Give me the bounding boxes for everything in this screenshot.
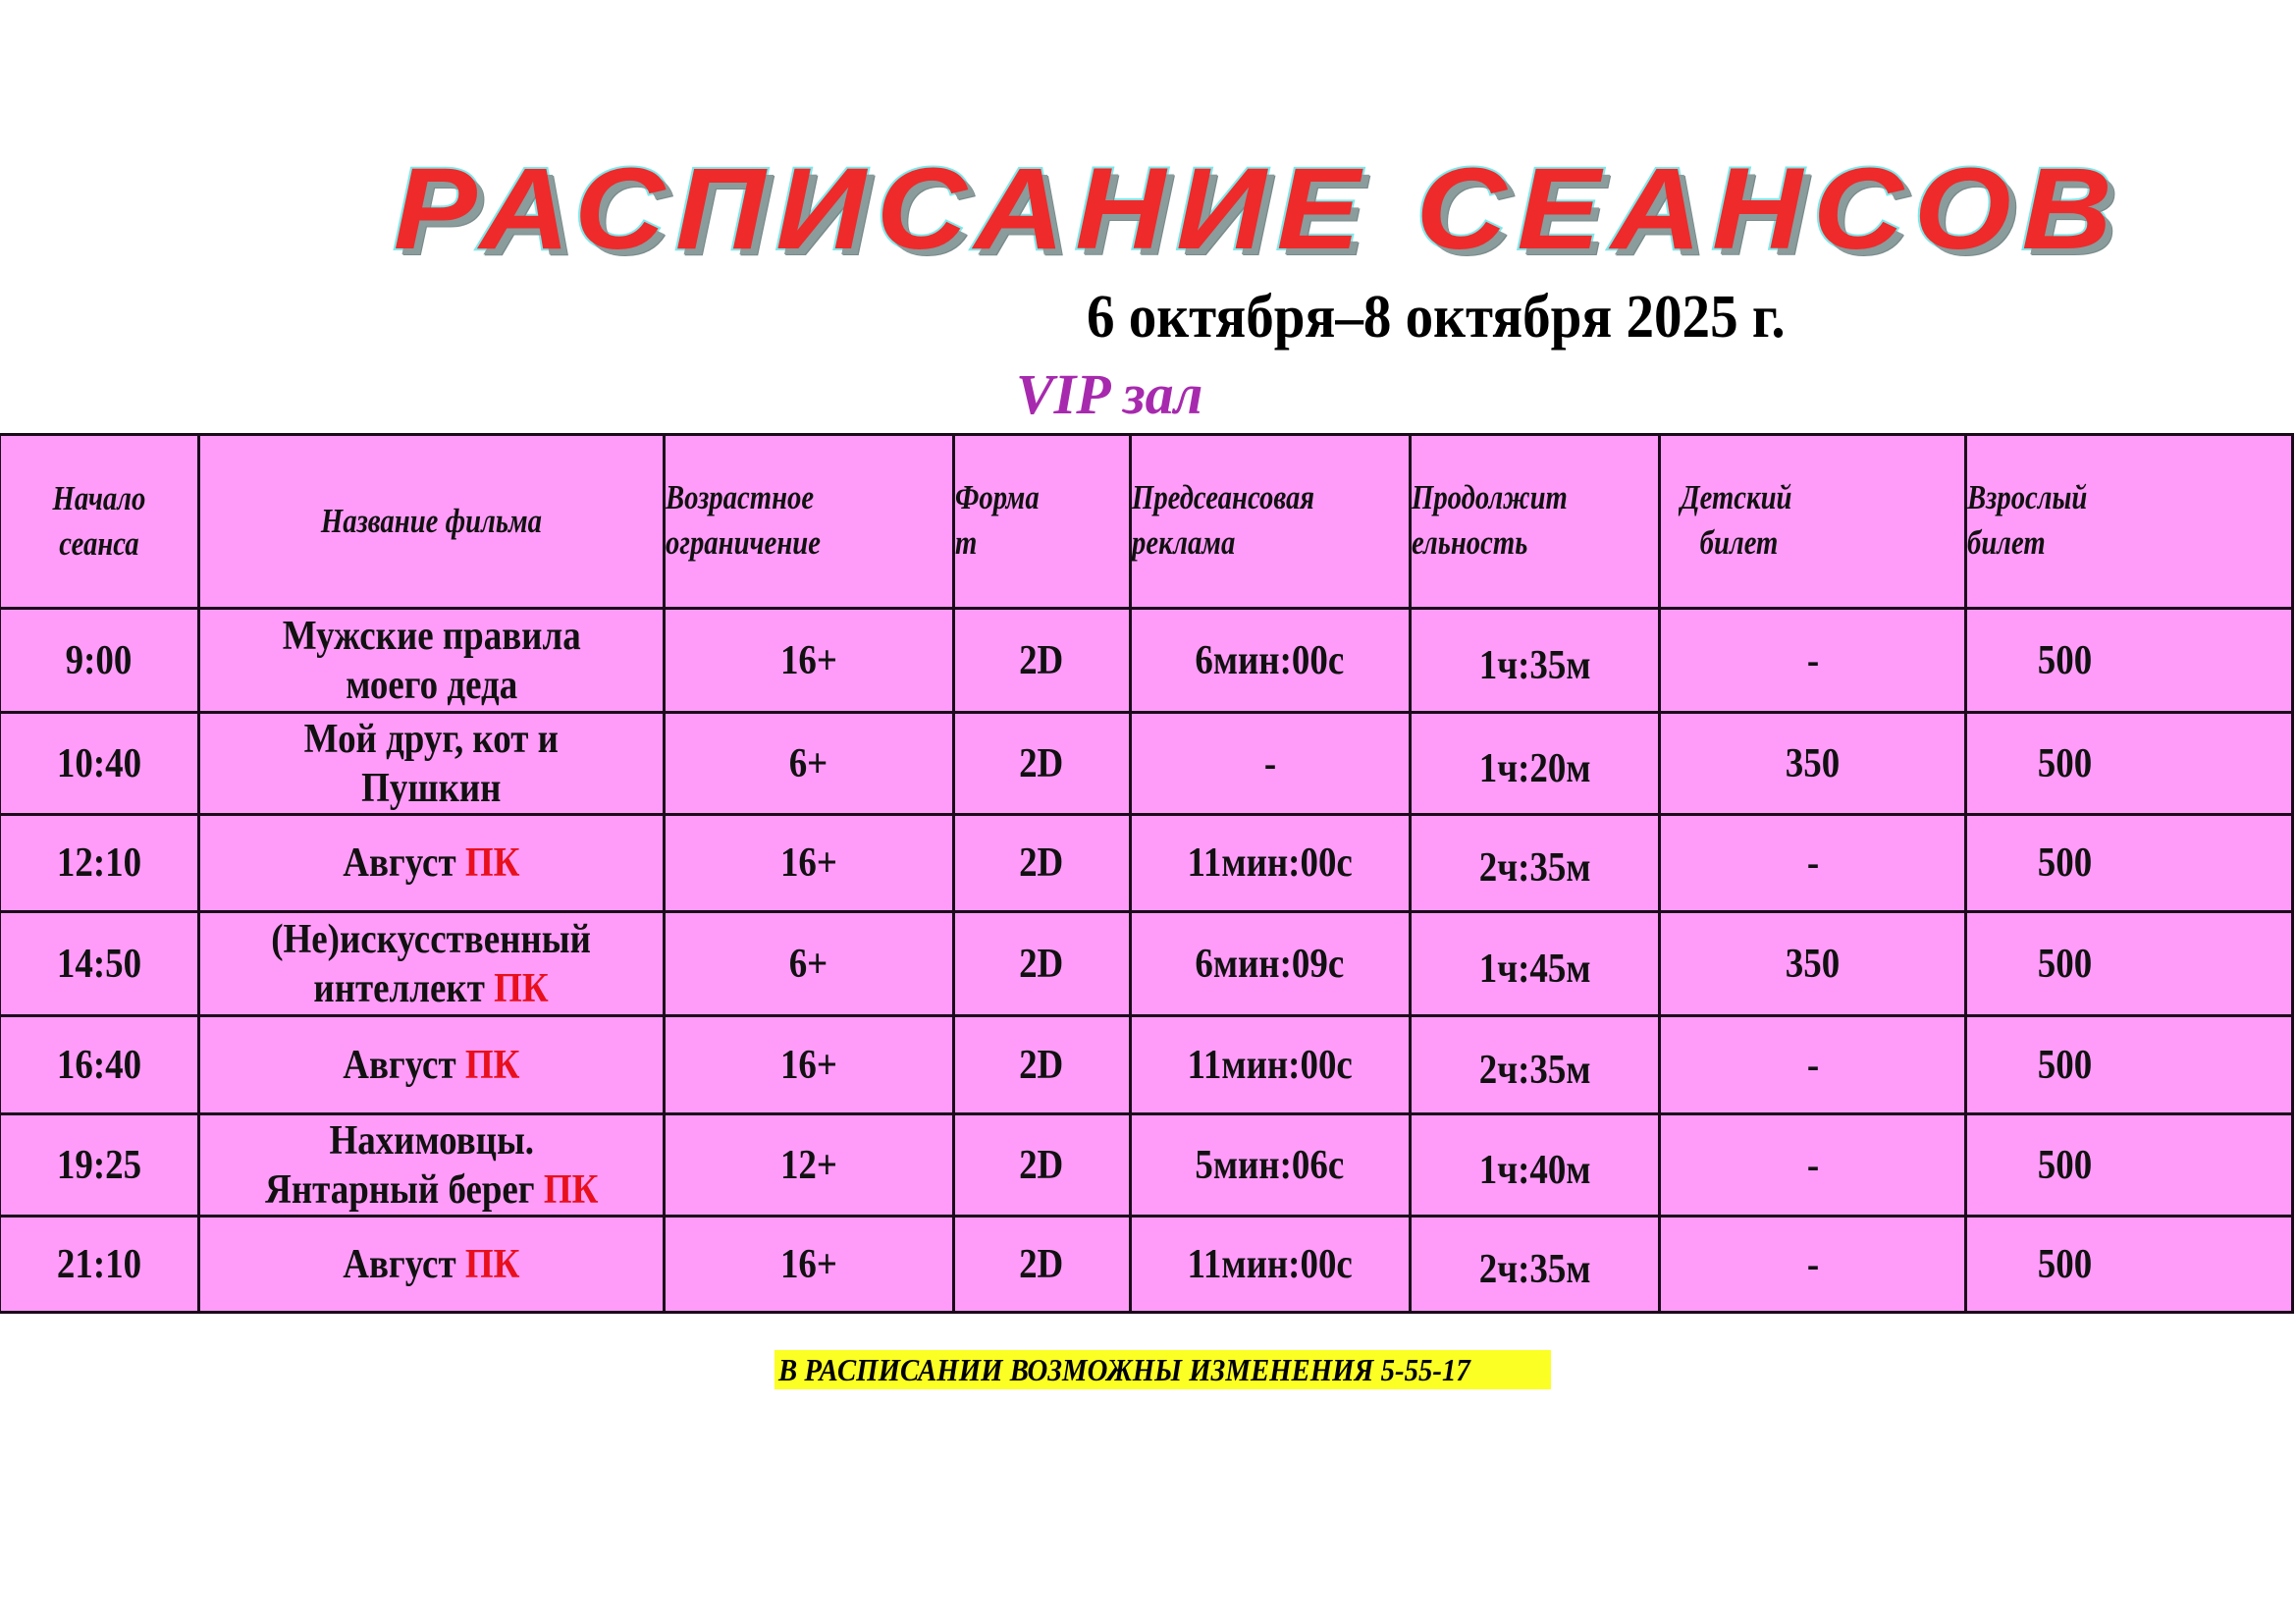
page-title: РАСПИСАНИЕ СЕАНСОВ <box>393 144 2123 274</box>
hall-name: VIP зал <box>1016 362 1203 426</box>
cell-age-rating: 16+ <box>664 1016 953 1114</box>
cell-child-ticket: - <box>1660 1217 1966 1313</box>
col-header-age-rating: Возрастное ограничение <box>664 435 953 609</box>
cell-start-time: 12:10 <box>0 815 198 912</box>
col-header-child-ticket: Детский билет <box>1660 435 1966 609</box>
cell-start-time: 16:40 <box>0 1016 198 1114</box>
pk-badge: ПК <box>543 1166 598 1213</box>
cell-pre-show-ads: 5мин:06с <box>1130 1114 1410 1217</box>
cell-format: 2D <box>953 1016 1130 1114</box>
cell-age-rating: 6+ <box>664 713 953 815</box>
date-range <box>0 283 1816 352</box>
cell-duration: 1ч:35м <box>1410 609 1659 713</box>
cell-pre-show-ads: 11мин:00с <box>1130 1217 1410 1313</box>
cell-film-title: Август ПК <box>198 815 664 912</box>
cell-adult-ticket: 500 <box>1966 1114 2293 1217</box>
table-header-row <box>0 435 2293 609</box>
cell-adult-ticket: 500 <box>1966 713 2293 815</box>
cell-age-rating: 16+ <box>664 609 953 713</box>
pk-badge: ПК <box>464 840 520 886</box>
cell-start-time: 21:10 <box>0 1217 198 1313</box>
table-row <box>0 713 2293 815</box>
cell-child-ticket: - <box>1660 1016 1966 1114</box>
cell-child-ticket: - <box>1660 609 1966 713</box>
cell-duration: 2ч:35м <box>1410 1016 1659 1114</box>
schedule-table <box>0 433 2294 1314</box>
cell-start-time: 9:00 <box>0 609 198 713</box>
cell-film-title: Август ПК <box>198 1217 664 1313</box>
cell-format: 2D <box>953 815 1130 912</box>
cell-duration: 1ч:40м <box>1410 1114 1659 1217</box>
cell-start-time: 19:25 <box>0 1114 198 1217</box>
cell-format: 2D <box>953 713 1130 815</box>
cell-adult-ticket: 500 <box>1966 912 2293 1016</box>
col-header-adult-ticket: Взрослый билет <box>1966 435 2293 609</box>
cell-start-time: 10:40 <box>0 713 198 815</box>
cell-pre-show-ads: 6мин:00с <box>1130 609 1410 713</box>
table-row <box>0 1217 2293 1313</box>
cell-duration: 1ч:20м <box>1410 713 1659 815</box>
pk-badge: ПК <box>464 1241 520 1287</box>
cell-pre-show-ads: 11мин:00с <box>1130 815 1410 912</box>
cell-film-title: Август ПК <box>198 1016 664 1114</box>
cell-format: 2D <box>953 1217 1130 1313</box>
cell-age-rating: 6+ <box>664 912 953 1016</box>
cell-adult-ticket: 500 <box>1966 609 2293 713</box>
col-header-duration: Продолжит ельность <box>1410 435 1659 609</box>
col-header-pre-show-ads: Предсеансовая реклама <box>1130 435 1410 609</box>
schedule-change-note: В РАСПИСАНИИ ВОЗМОЖНЫ ИЗМЕНЕНИЯ 5-55-17 <box>774 1350 1551 1389</box>
cell-pre-show-ads: - <box>1130 713 1410 815</box>
table-row <box>0 1016 2293 1114</box>
date-range-text: 6 октября–8 октября 2025 г. <box>1087 284 1787 351</box>
col-header-format: Форма т <box>953 435 1130 609</box>
cell-film-title: Нахимовцы. Янтарный берег ПК <box>198 1114 664 1217</box>
cell-child-ticket: 350 <box>1660 713 1966 815</box>
table-row <box>0 815 2293 912</box>
cell-child-ticket: 350 <box>1660 912 1966 1016</box>
cell-film-title: Мужские правила моего деда <box>198 609 664 713</box>
cell-age-rating: 16+ <box>664 815 953 912</box>
cell-start-time: 14:50 <box>0 912 198 1016</box>
cell-film-title: Мой друг, кот и Пушкин <box>198 713 664 815</box>
col-header-start-time: Начало сеанса <box>0 435 198 609</box>
pk-badge: ПК <box>494 965 549 1011</box>
cell-film-title: (Не)искусственный интеллект ПК <box>198 912 664 1016</box>
cell-age-rating: 16+ <box>664 1217 953 1313</box>
col-header-film-title: Название фильма <box>198 435 664 609</box>
cell-adult-ticket: 500 <box>1966 1016 2293 1114</box>
cell-format: 2D <box>953 1114 1130 1217</box>
cell-pre-show-ads: 11мин:00с <box>1130 1016 1410 1114</box>
table-row <box>0 609 2293 713</box>
table-row <box>0 912 2293 1016</box>
cell-adult-ticket: 500 <box>1966 815 2293 912</box>
table-row <box>0 1114 2293 1217</box>
cell-duration: 2ч:35м <box>1410 815 1659 912</box>
cell-format: 2D <box>953 609 1130 713</box>
cell-adult-ticket: 500 <box>1966 1217 2293 1313</box>
cell-duration: 1ч:45м <box>1410 912 1659 1016</box>
cell-format: 2D <box>953 912 1130 1016</box>
cell-child-ticket: - <box>1660 1114 1966 1217</box>
pk-badge: ПК <box>464 1042 520 1088</box>
cell-child-ticket: - <box>1660 815 1966 912</box>
cell-duration: 2ч:35м <box>1410 1217 1659 1313</box>
cell-pre-show-ads: 6мин:09с <box>1130 912 1410 1016</box>
cell-age-rating: 12+ <box>664 1114 953 1217</box>
